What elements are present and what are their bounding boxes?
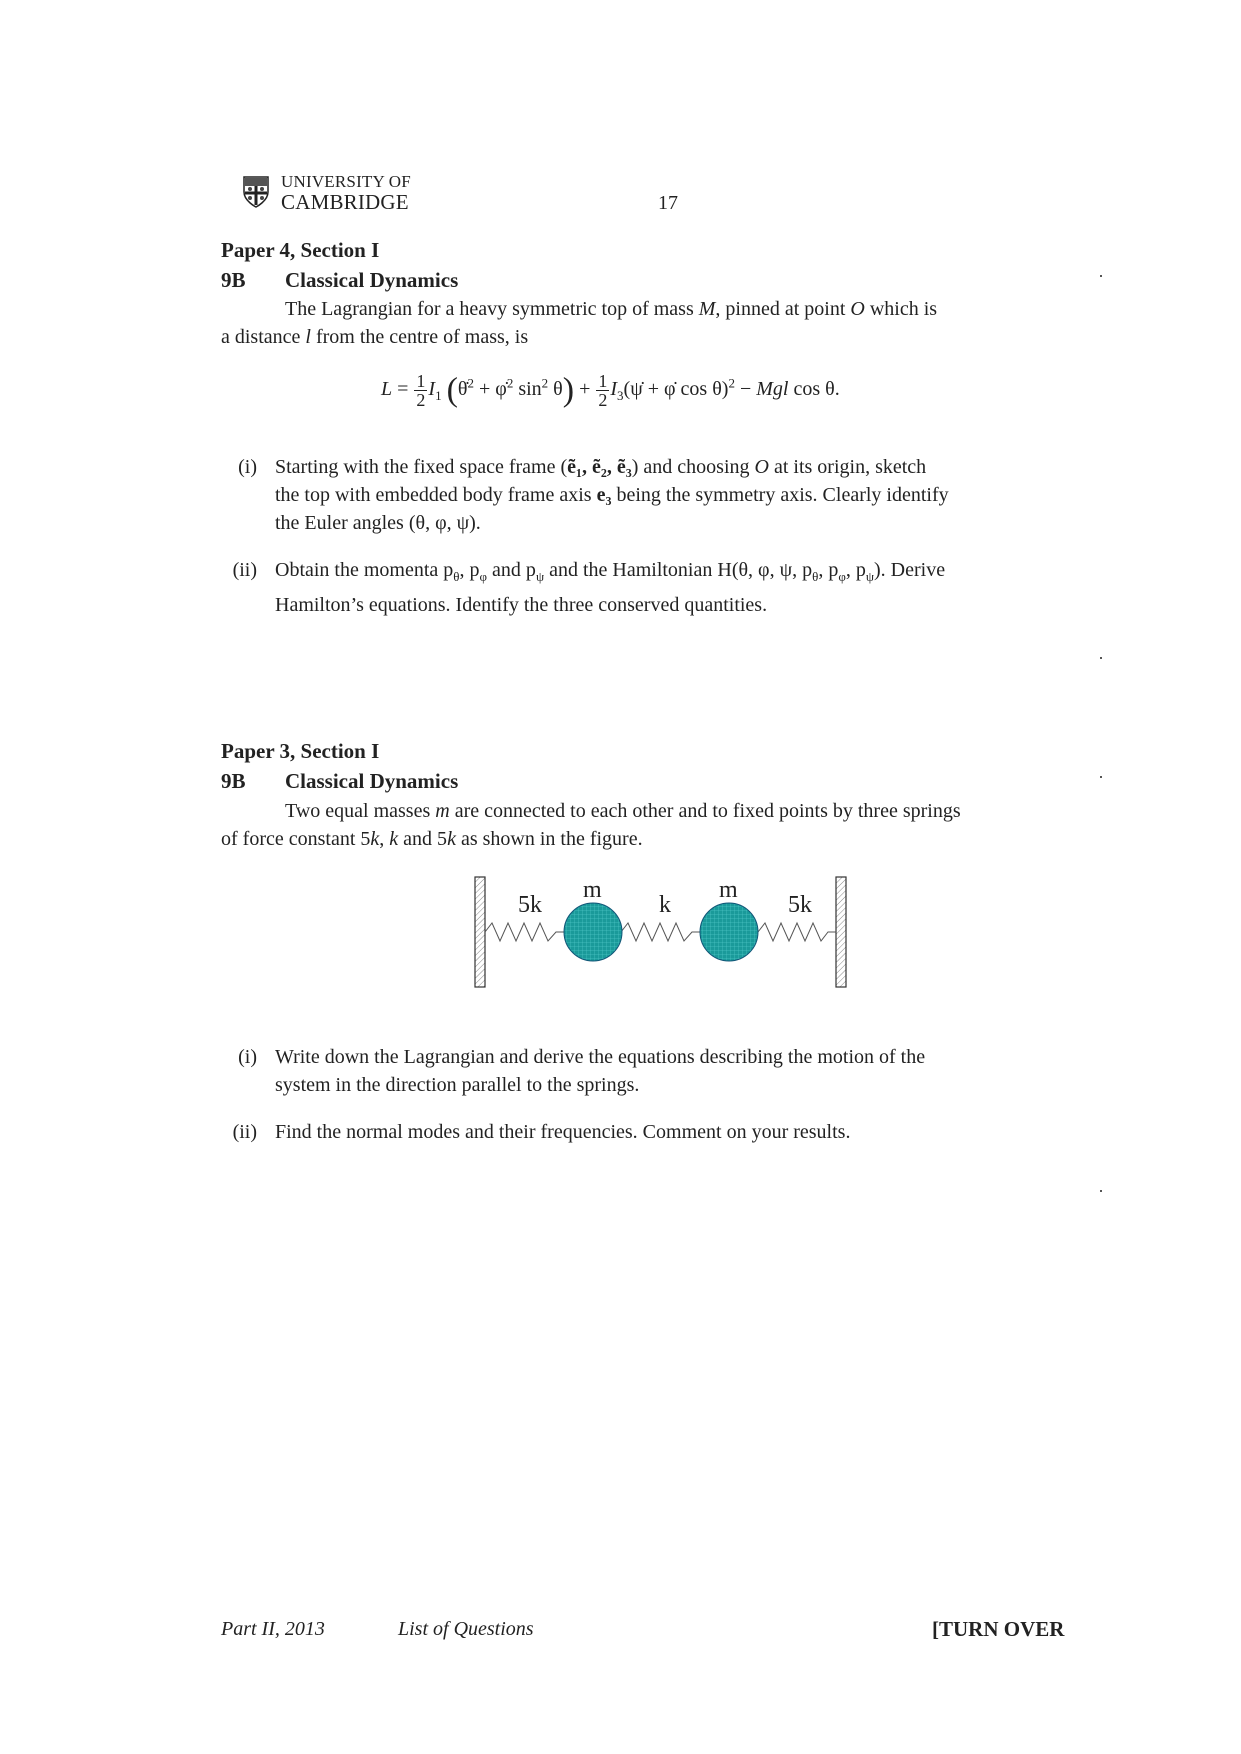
spring-middle bbox=[621, 923, 700, 941]
margin-mark bbox=[1100, 776, 1102, 778]
margin-mark bbox=[1100, 657, 1102, 659]
q1-part-i: (i) Starting with the fixed space frame (ẽ₁, ẽ₂, ẽ₃) and choosing O at its origin, sketch the top with embedded body frame axis e₃ being the symmetry axis. Clearly identify the Euler angles (θ, φ, ψ). bbox=[238, 456, 949, 534]
q1-title: Classical Dynamics bbox=[285, 268, 459, 292]
left-wall bbox=[475, 877, 485, 987]
label-spring-right: 5k bbox=[788, 892, 812, 918]
logo-line-1: UNIVERSITY OF bbox=[281, 172, 411, 191]
spring-left bbox=[485, 923, 565, 941]
q2-part-i: (i) Write down the Lagrangian and derive the equations describing the motion of the system in the direction parallel to the springs. bbox=[238, 1046, 926, 1096]
page-number: 17 bbox=[658, 192, 678, 214]
footer-part: Part II, 2013 bbox=[221, 1618, 325, 1640]
q2-section-heading: Paper 3, Section I bbox=[221, 739, 380, 763]
lagrangian-equation: L = $\frac{1}{2}$ $I_1$ (θ̇$^2$ + φ̇$^2$ $\sin^2 \theta$) + $\frac{1}{2}$ $I_3(\psi̇$ + φ̇ cos θ)$^2$ − Mgl cos θ. bbox=[381, 371, 840, 410]
label-spring-left: 5k bbox=[518, 892, 542, 918]
spring-mass-figure bbox=[470, 870, 860, 995]
margin-mark bbox=[1100, 275, 1102, 277]
label-spring-middle: k bbox=[659, 892, 671, 918]
label-mass-right: m bbox=[719, 877, 738, 903]
spring-right bbox=[758, 923, 836, 941]
footer-list: List of Questions bbox=[398, 1618, 534, 1640]
university-crest-icon bbox=[243, 176, 269, 208]
q2-intro: Two equal masses m are connected to each other and to fixed points by three springs of force constant 5k, k and 5k as shown in the figure. bbox=[221, 800, 961, 850]
footer-turn-over: [TURN OVER bbox=[932, 1617, 1065, 1641]
q2-title: Classical Dynamics bbox=[285, 769, 459, 793]
q1-intro: The Lagrangian for a heavy symmetric top of mass M, pinned at point O which is a distance l from the centre of mass, is bbox=[221, 298, 938, 348]
mass-left bbox=[564, 903, 622, 961]
label-mass-left: m bbox=[583, 877, 602, 903]
logo-line-2: CAMBRIDGE bbox=[281, 190, 409, 214]
q2-part-ii: (ii) Find the normal modes and their frequencies. Comment on your results. bbox=[232, 1121, 851, 1143]
right-wall bbox=[836, 877, 846, 987]
q1-number: 9B bbox=[221, 268, 246, 292]
q2-number: 9B bbox=[221, 769, 246, 793]
q1-section-heading: Paper 4, Section I bbox=[221, 238, 380, 262]
mass-right bbox=[700, 903, 758, 961]
q1-part-ii: (ii) Obtain the momenta $p_\theta$, $p_\varphi$ and $p_\psi$ and the Hamiltonian H(θ, φ, ψ, $p_\theta$, $p_\varphi$, $p_\psi$). Derive Hamilton’s equations. Identify the three conserved quantities. bbox=[232, 559, 946, 616]
margin-mark bbox=[1100, 1190, 1102, 1192]
